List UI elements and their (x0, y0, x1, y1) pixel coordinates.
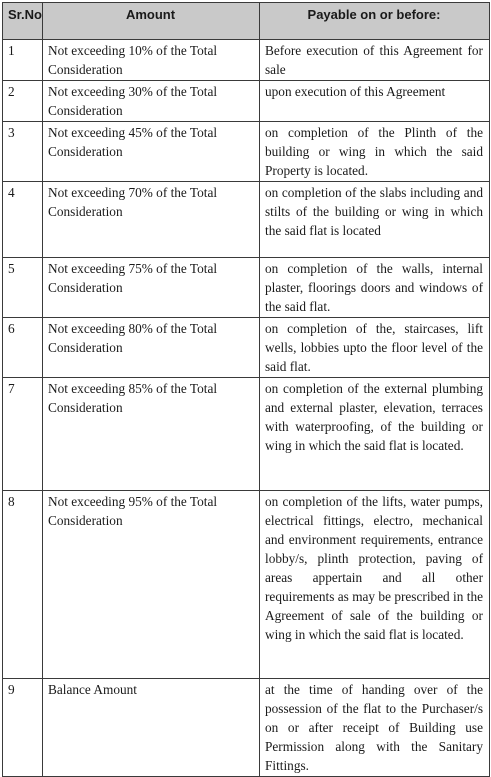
table-row (3, 318, 490, 378)
amount-cell: Not exceeding 85% of the Total Consideration (43, 378, 260, 491)
sr-cell: 9 (3, 679, 43, 777)
payment-schedule-table (2, 2, 490, 777)
header-amount: Amount (43, 3, 260, 40)
table-row (3, 122, 490, 182)
table-row (3, 491, 490, 679)
header-payable: Payable on or before: (260, 3, 490, 40)
amount-cell: Not exceeding 45% of the Total Consideration (43, 122, 260, 182)
payable-cell: on completion of the lifts, water pumps, electrical fittings, electro, mechanical and environment requirements, entrance lobby/s, plinth protection, paving of areas appertain and all other requirements as may be prescribed in the Agreement of sale of the building or wing in which the said flat is located. (260, 491, 490, 679)
amount-cell: Not exceeding 80% of the Total Consideration (43, 318, 260, 378)
payable-cell: upon execution of this Agreement (260, 81, 490, 122)
payable-cell: on completion of the, staircases, lift wells, lobbies upto the floor level of the said flat. (260, 318, 490, 378)
payable-cell: Before execution of this Agreement for sale (260, 40, 490, 81)
header-sr-no: Sr.No (3, 3, 43, 40)
payable-cell: on completion of the slabs including and stilts of the building or wing in which the said flat is located (260, 182, 490, 258)
table-header-row (3, 3, 490, 40)
amount-cell: Balance Amount (43, 679, 260, 777)
sr-cell: 8 (3, 491, 43, 679)
sr-cell: 1 (3, 40, 43, 81)
sr-cell: 7 (3, 378, 43, 491)
sr-cell: 4 (3, 182, 43, 258)
table-row (3, 182, 490, 258)
payable-cell: on completion of the walls, internal plaster, floorings doors and windows of the said flat. (260, 258, 490, 318)
payable-cell: at the time of handing over of the possession of the flat to the Purchaser/s on or after receipt of Building use Permission along with the Sanitary Fittings. (260, 679, 490, 777)
amount-cell: Not exceeding 10% of the Total Consideration (43, 40, 260, 81)
table-row (3, 258, 490, 318)
sr-cell: 6 (3, 318, 43, 378)
table-row (3, 81, 490, 122)
payable-cell: on completion of the external plumbing and external plaster, elevation, terraces with waterproofing, of the building or wing in which the said flat is located. (260, 378, 490, 491)
amount-cell: Not exceeding 95% of the Total Consideration (43, 491, 260, 679)
sr-cell: 3 (3, 122, 43, 182)
table-row (3, 378, 490, 491)
sr-cell: 5 (3, 258, 43, 318)
amount-cell: Not exceeding 70% of the Total Consideration (43, 182, 260, 258)
amount-cell: Not exceeding 75% of the Total Consideration (43, 258, 260, 318)
sr-cell: 2 (3, 81, 43, 122)
amount-cell: Not exceeding 30% of the Total Consideration (43, 81, 260, 122)
payable-cell: on completion of the Plinth of the building or wing in which the said Property is located. (260, 122, 490, 182)
table-row (3, 40, 490, 81)
table-row (3, 679, 490, 777)
